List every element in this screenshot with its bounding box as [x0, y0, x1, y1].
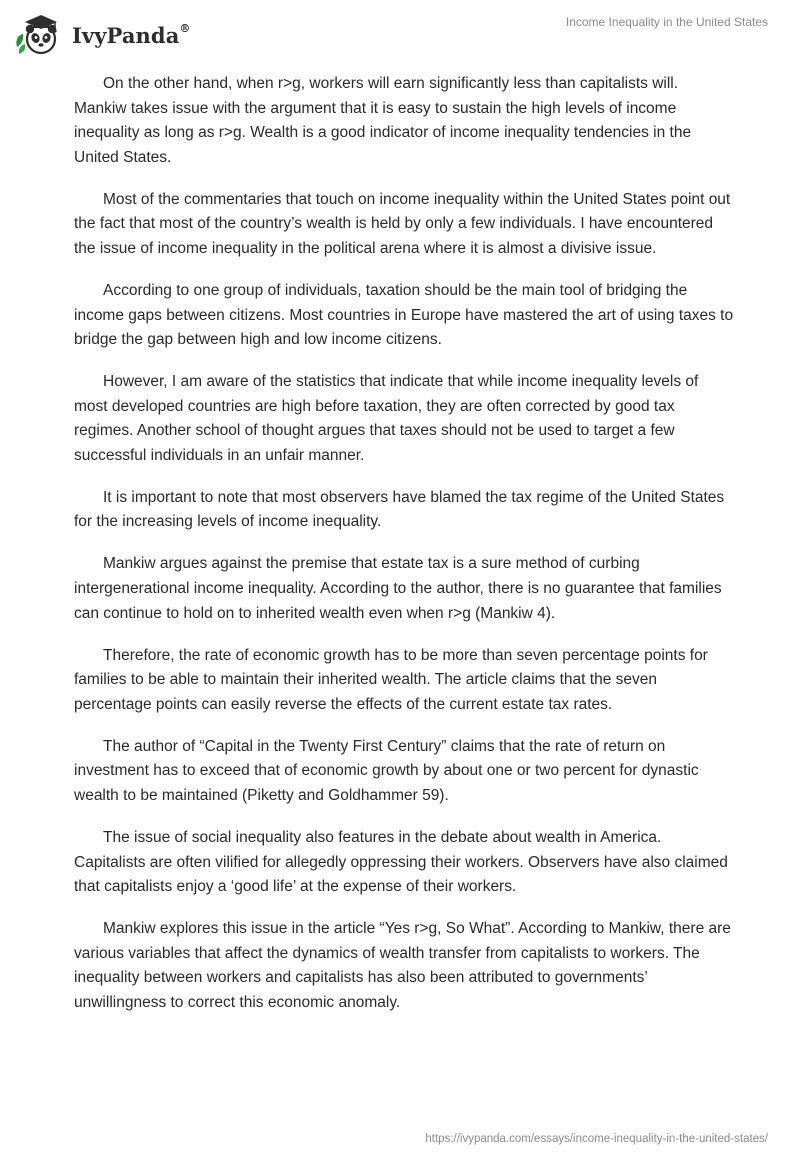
paragraph: Most of the commentaries that touch on income inequality within the United States point out the fact that most of the country’s wealth is held by only a few individuals. I have encountered the issue of income inequality in the political arena where it is almost a divisive issue. [74, 190, 731, 257]
paragraph: However, I am aware of the statistics that indicate that while income inequality levels of most developed countries are high before taxation, they are often corrected by good tax regimes. Another school of thought argues that taxes should not be used to target a few successful individuals in an unfair manner. [74, 373, 699, 464]
paragraph: Therefore, the rate of economic growth has to be more than seven percentage points for families to be able to maintain their inherited wealth. The article claims that the seven percentage points can easily reverse the effects of the current estate tax rates. [74, 646, 708, 713]
logo-text: IvyPanda [72, 22, 180, 48]
paragraph: The issue of social inequality also features in the debate about wealth in America. Capitalists are often vilified for allegedly oppressing their workers. Observers have also claimed that capitalists enjoy a ‘good life’ at the expense of their workers. [74, 828, 728, 896]
paragraph: Mankiw explores this issue in the article “Yes r>g, So What”. According to Mankiw, there are various variables that affect the dynamics of wealth transfer from capitalists to workers. The inequality between workers and capitalists has also been attributed to governments’ unwillingness to correct this economic anomaly. [74, 920, 731, 1011]
panda-graduation-cap-icon [14, 9, 64, 59]
paragraph: According to one group of individuals, taxation should be the main tool of bridging the income gaps between citizens. Most countries in Europe have mastered the art of using taxes to bridge the gap between high and low income citizens. [74, 281, 734, 349]
logo-wordmark [72, 23, 191, 48]
paragraph: The author of “Capital in the Twenty First Century” claims that the rate of return on investment has to exceed that of economic growth by about one or two percent for dynastic wealth to be maintained (Piketty and Goldhammer 59). [74, 737, 699, 804]
registered-mark: ® [179, 21, 191, 35]
paragraph: Mankiw argues against the premise that estate tax is a sure method of curbing intergenerational income inequality. According to the author, there is no guarantee that families can continue to hold on to inherited wealth even when r>g (Mankiw 4). [74, 555, 722, 622]
essay-body [74, 72, 734, 1033]
source-url-link[interactable]: https://ivypanda.com/essays/income-inequality-in-the-united-states/ [425, 1133, 768, 1145]
document-title: Income Inequality in the United States [565, 15, 768, 29]
page-header [0, 0, 800, 70]
paragraph: It is important to note that most observers have blamed the tax regime of the United States for the increasing levels of income inequality. [74, 488, 725, 531]
ivypanda-logo[interactable] [14, 9, 191, 59]
paragraph: On the other hand, when r>g, workers will earn significantly less than capitalists will. Mankiw takes issue with the argument that it is easy to sustain the high levels of income inequality as long as r>g. Wealth is a good indicator of income inequality tendencies in the United States. [74, 75, 692, 166]
